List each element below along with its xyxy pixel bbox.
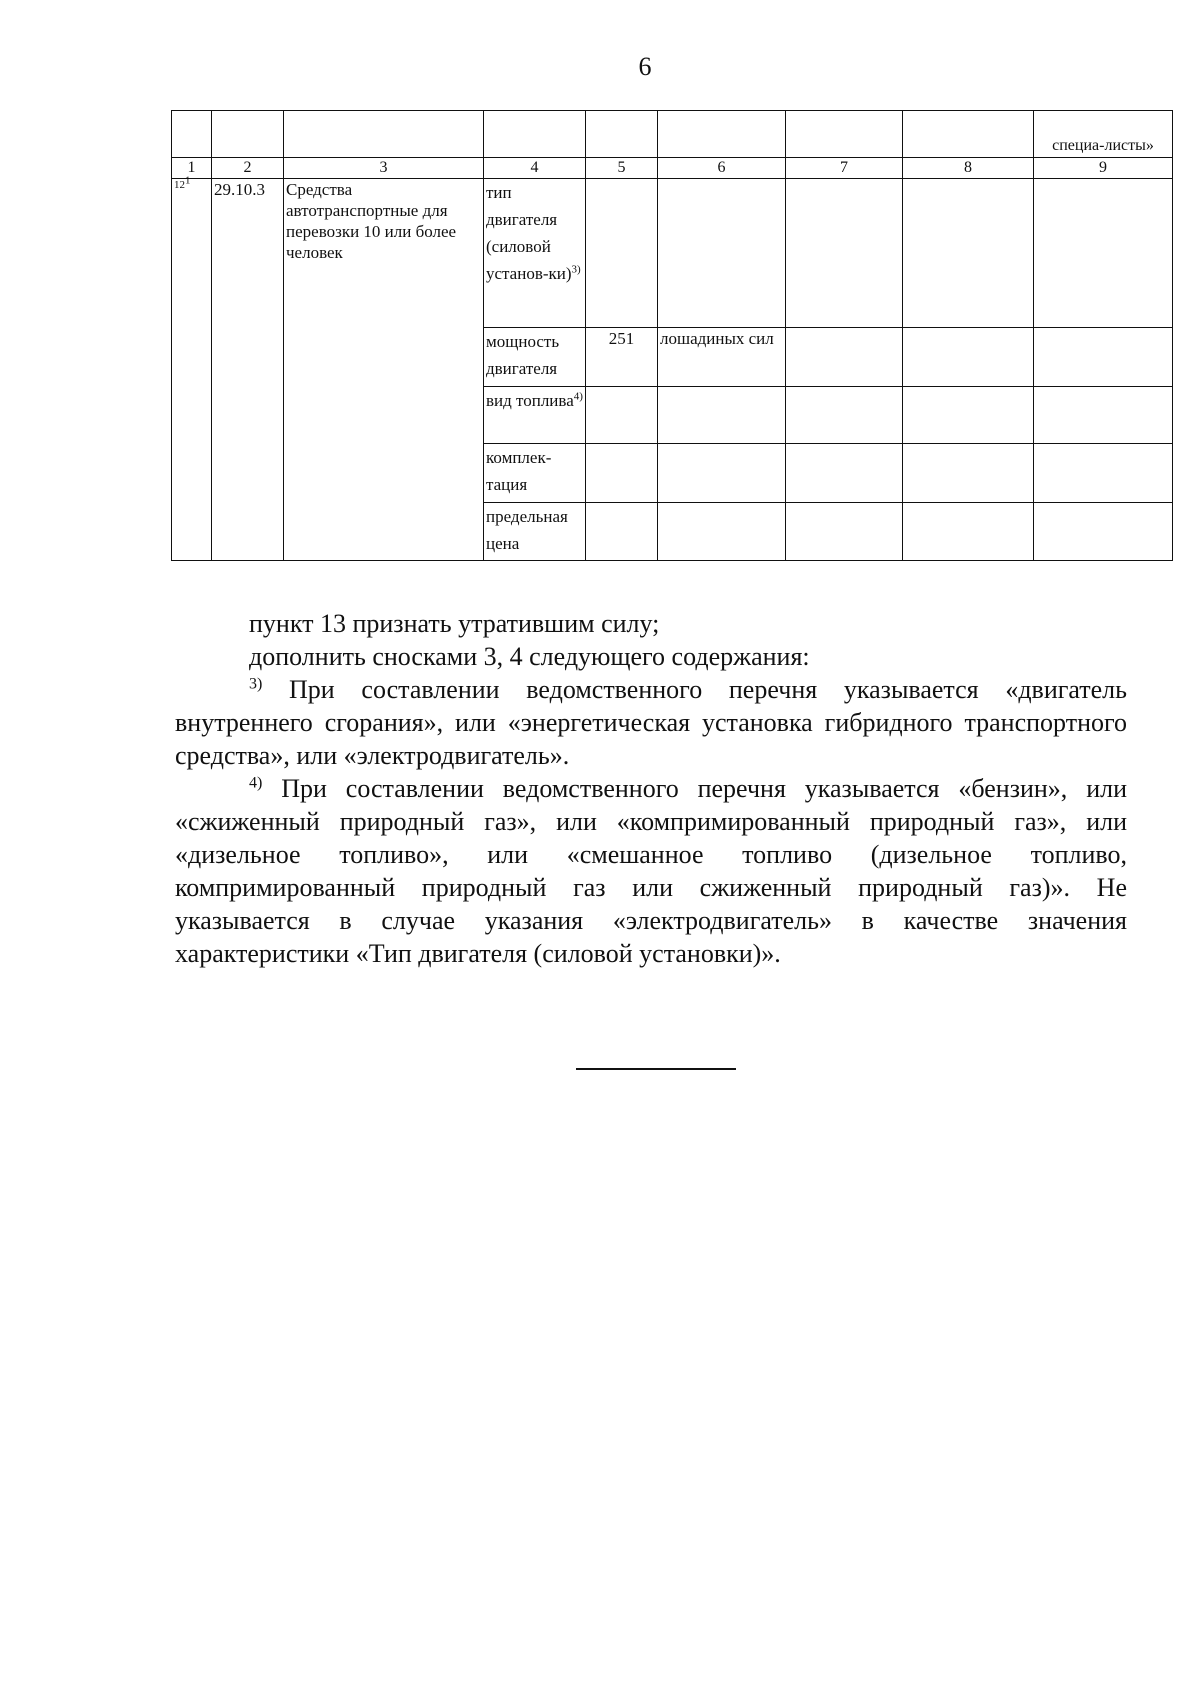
characteristic-name: [484, 444, 586, 503]
column-number: 5: [586, 158, 658, 179]
unit-name: [658, 503, 786, 561]
characteristic-label: мощность двигателя: [486, 332, 560, 378]
characteristic-label: тип двигателя (силовой установ-ки): [486, 183, 572, 283]
characteristic-name: [484, 387, 586, 444]
item-name: Средства автотранспортные для перевозки 10 или более человек: [284, 179, 484, 561]
footnote-4-mark: 4): [249, 774, 263, 792]
column-number: 7: [786, 158, 903, 179]
table-row: [172, 179, 1173, 328]
unit-code: [586, 444, 658, 503]
footnote-ref: 3): [571, 263, 581, 276]
characteristic-label: вид топлива: [486, 391, 574, 410]
column-number: 8: [903, 158, 1034, 179]
row-number-superscript: 1: [185, 174, 191, 187]
characteristic-name: [484, 179, 586, 328]
characteristic-label: комплек-тация: [486, 448, 552, 494]
header-col9-tail: специа-листы»: [1034, 111, 1173, 158]
row-number-main: 12: [174, 179, 185, 191]
characteristics-table: [171, 110, 1173, 561]
unit-code: [586, 179, 658, 328]
paragraph-repeal-item-13: пункт 13 признать утратившим силу;: [249, 609, 660, 638]
unit-name: [658, 387, 786, 444]
unit-name: лошадиных сил: [658, 328, 786, 387]
unit-code: [586, 387, 658, 444]
paragraph-add-footnotes: дополнить сносками 3, 4 следующего содержания:: [249, 642, 810, 671]
footnote-3: [175, 673, 1127, 772]
column-number: 4: [484, 158, 586, 179]
row-number: [172, 174, 212, 561]
unit-name: [658, 444, 786, 503]
unit-name: [658, 179, 786, 328]
page-number: 6: [638, 52, 652, 81]
characteristic-name: [484, 328, 586, 387]
footnote-3-text: При составлении ведомственного перечня указывается «двигатель внутреннего сгорания», или «энергетическая установка гибридного транспортного средства», или «электродвигатель».: [175, 675, 1127, 770]
closing-divider: [576, 1068, 736, 1070]
column-number: 2: [212, 158, 284, 179]
column-number: 9: [1034, 158, 1173, 179]
unit-code: [586, 503, 658, 561]
column-number: 1: [172, 158, 212, 179]
footnote-3-mark: 3): [249, 675, 263, 693]
table-header-top-row: [172, 111, 1173, 158]
column-number-row: [172, 158, 1173, 179]
okpd2-code: 29.10.3: [212, 179, 284, 561]
characteristic-label: предельная цена: [486, 507, 568, 553]
footnote-4: [175, 772, 1127, 970]
column-number: 6: [658, 158, 786, 179]
unit-code: 251: [586, 328, 658, 387]
characteristic-name: [484, 503, 586, 561]
footnote-4-text: При составлении ведомственного перечня указывается «бензин», или «сжиженный природный газ», или «компримированный природный газ», или «дизельное топливо», или «смешанное топливо (дизельное топливо, компримированный природный газ или сжиженный природный газ)». Не указывается в случае указания «электродвигатель» в качестве значения характеристики «Тип двигателя (силовой установки)».: [175, 774, 1127, 968]
column-number: 3: [284, 158, 484, 179]
footnote-ref: 4): [573, 390, 583, 403]
